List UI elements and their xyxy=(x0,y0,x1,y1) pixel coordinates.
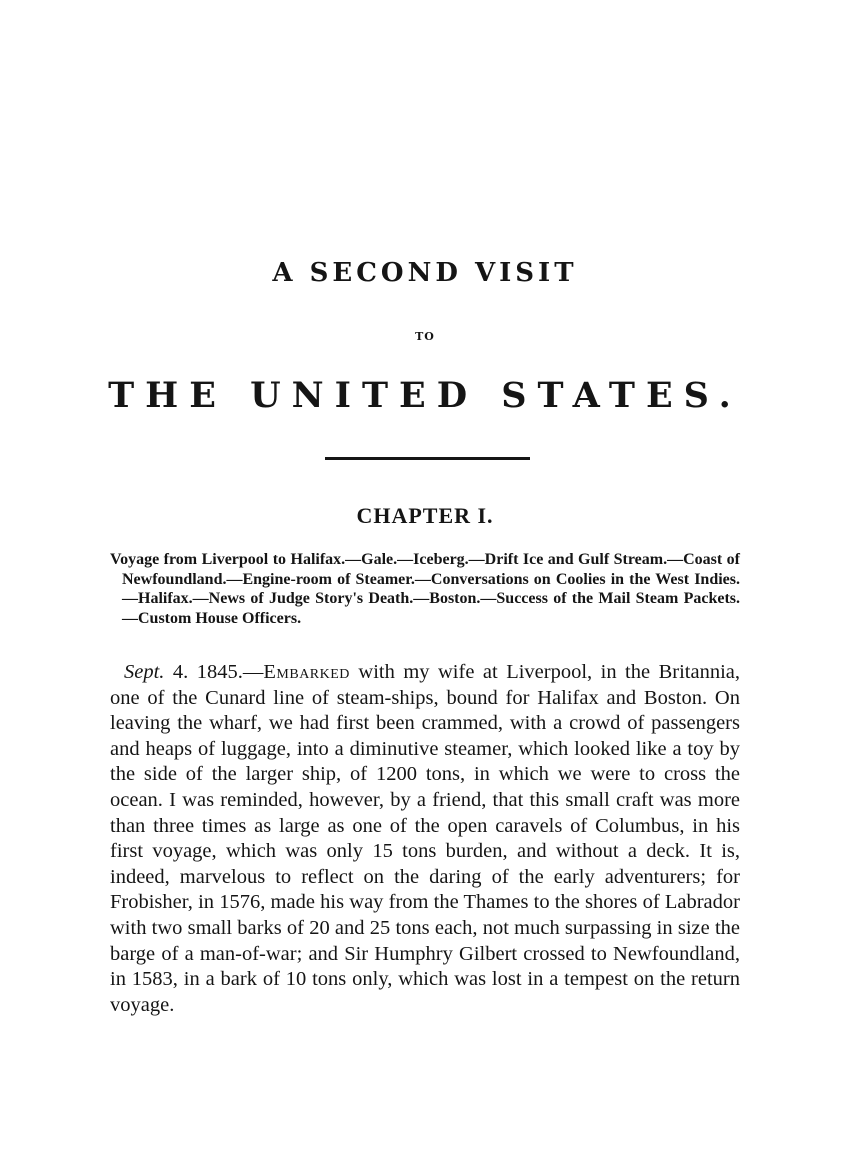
chapter-heading: CHAPTER I. xyxy=(356,503,494,528)
book-title-line-3: THE UNITED STATES. xyxy=(108,375,742,416)
entry-date-rest: 4. 1845.— xyxy=(164,661,264,683)
book-title-line-1: A SECOND VISIT xyxy=(272,258,578,288)
paragraph-text: with my wife at Liverpool, in the Britannia, one of the Cunard line of steam-ships, bound for Halifax and Boston. On leaving the wharf, we had first been crammed, with a crowd of passengers and heaps of luggage, into a diminutive steamer, which looked like a toy by the side of the larger ship, of 1200 tons, in which we were to cross the ocean. I was reminded, however, by a friend, that this small craft was more than three times as large as one of the open caravels of Columbus, in his first voyage, which was only 15 tons burden, and without a deck. It is, indeed, marvelous to reflect on the daring of the early adventurers; for Frobisher, in 1576, made his way from the Thames to the shores of Labrador with two small barks of 20 and 25 tons each, not much surpassing in size the barge of a man-of-war; and Sir Humphry Gilbert crossed to Newfoundland, in 1583, in a bark of 10 tons only, which was lost in a tempest on the return voyage. xyxy=(110,661,740,1016)
chapter-summary: Voyage from Liverpool to Halifax.—Gale.—Iceberg.—Drift Ice and Gulf Stream.—Coast of Newfoundland.—Engine-room of Steamer.—Conversations on Coolies in the West Indies.—Halifax.—News of Judge Story's Death.—Boston.—Success of the Mail Steam Packets.—Custom House Officers. xyxy=(110,551,740,627)
chapter-body-paragraph xyxy=(110,660,740,1018)
book-title-line-2: TO xyxy=(415,330,435,343)
entry-date: Sept. xyxy=(124,661,165,683)
paragraph-lead-word: Embarked xyxy=(263,661,350,683)
title-divider-rule xyxy=(325,457,530,460)
